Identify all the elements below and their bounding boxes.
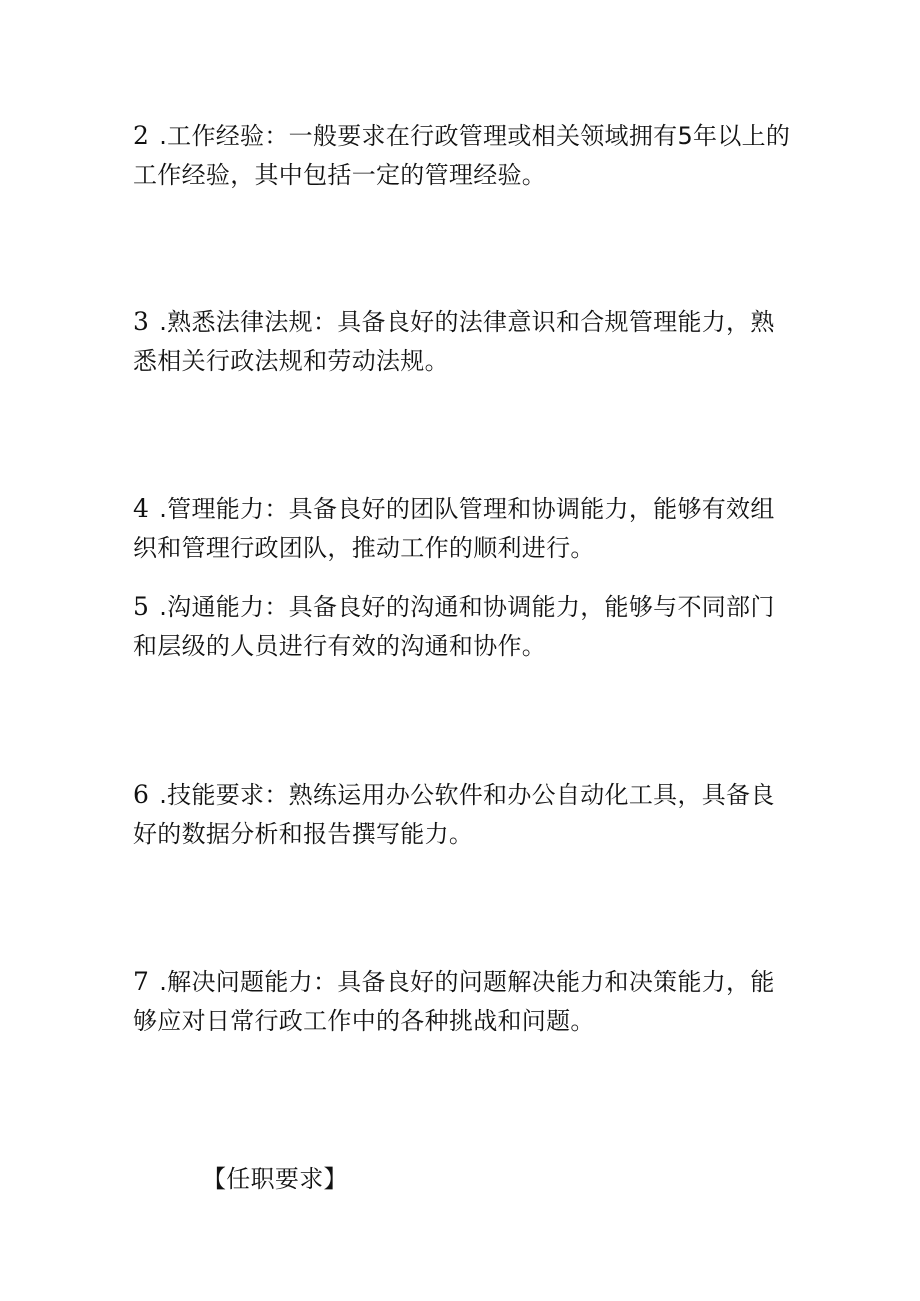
list-item [133,302,793,381]
item-text: .技能要求：熟练运用办公软件和办公自动化工具，具备良好的数据分析和报告撰写能力。 [133,781,775,848]
item-text: .管理能力：具备良好的团队管理和协调能力，能够有效组织和管理行政团队，推动工作的顺利进行。 [133,495,775,562]
list-item [133,962,793,1041]
list-item [133,116,793,195]
list-item [133,775,793,854]
list-item [133,587,793,666]
list-item [133,489,793,568]
item-number: 2 [133,121,150,150]
item-text: .解决问题能力：具备良好的问题解决能力和决策能力，能够应对日常行政工作中的各种挑战和问题。 [133,968,775,1035]
item-text: .熟悉法律法规：具备良好的法律意识和合规管理能力，熟悉相关行政法规和劳动法规。 [133,308,775,375]
section-heading: 【任职要求】 [202,1165,348,1193]
item-number: 6 [133,780,150,809]
item-text: .工作经验：一般要求在行政管理或相关领域拥有5年以上的工作经验，其中包括一定的管理经验。 [133,122,791,189]
item-number: 7 [133,967,150,996]
item-number: 3 [133,307,150,336]
item-text: .沟通能力：具备良好的沟通和协调能力，能够与不同部门和层级的人员进行有效的沟通和协作。 [133,593,775,660]
item-number: 5 [133,592,150,621]
item-number: 4 [133,494,150,523]
